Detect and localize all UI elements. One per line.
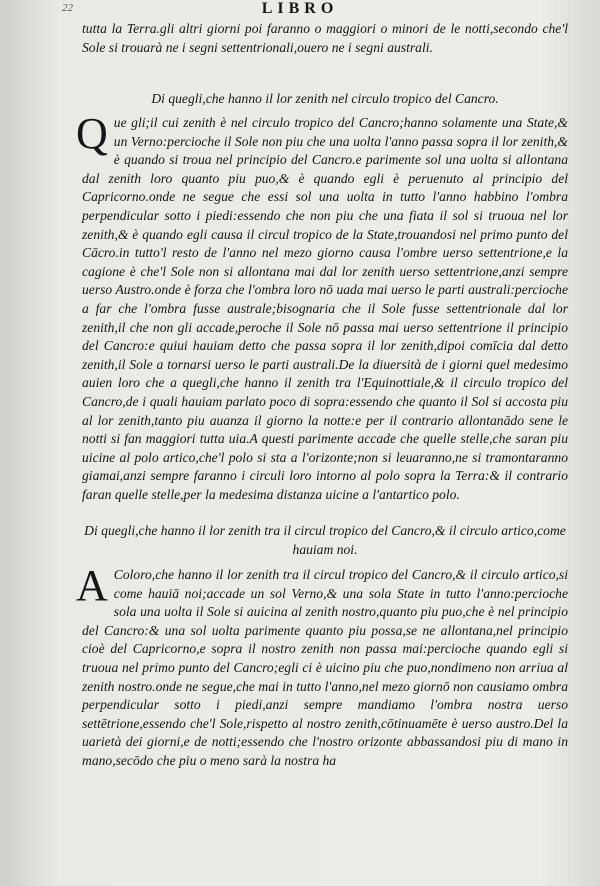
running-head: LIBRO xyxy=(261,0,339,17)
page-number: 22 xyxy=(62,2,73,14)
paragraph-text: Coloro,che hanno il lor zenith tra il circul tropico del Cancro,& il circulo artico,si come hauiā noi;accade un sol Verno,& una sola State in tutto l'anno:percioche sola una uolta il Sole si auicina al zenith nostro,quanto piu puo,che è nel principio del Cancro:& una sol uolta parimente quanto piu possa,se ne allontana,nel principio cioè del Capricorno,e sopra il nostro zenith non passa mai:percioche quando egli si truoua nel primo punto del Cancro;egli ci è uicino piu che puo,nondimeno non arriua al zenith nostro.onde ne segue,che mai in tutto l'anno,nel mezo giornō non causiamo ombra perpendicular sotto i piedi,anzi sempre mandiamo l'ombra nostra uerso settētrione,essendo che'l Sole,rispetto al nostro zenith,cōtinuamēte è uerso austro.Del la uarietà dei giorni,e de notti;essendo che l'nostro orizonte abbassandosi piu di mano in mano,secōdo che piu o meno sarà la nostra ha xyxy=(82,567,568,768)
section-paragraph xyxy=(76,561,568,771)
drop-cap: A xyxy=(76,561,108,610)
intro-paragraph: tutta la Terra.gli altri giorni poi faranno o maggiori o minori de le notti,secondo che'l Sole si trouarà ne i segni settentrionali,ouero ne i segni australi. xyxy=(82,21,568,55)
paragraph-text: ue gli;il cui zenith è nel circulo tropico del Cancro;hanno solamente una State,& un Verno:percioche il Sole non piu che una uolta l'anno passa sopra il lor zenith,& è quando si troua nel principio del Cancro.e parimente sol una uolta si allontana dal zenith loro quanto piu puo,& è quando egli è peruenuto al principio del Capricorno.onde ne segue che essi sol una uolta in tutto l'anno habbino l'ombra perpendicular sotto i piedi:essendo che non piu che una fiata il sol si truoua nel lor zenith,& è quando egli causa il circul tropico de la State,trouandosi nel primo punto del Cācro.in tutto'l resto de l'anno nel mezo giorno causa l'ombre uerso settentrione,e la cagione è che'l Sole non si allontana mai dal lor zenith uerso settentrione,anzi sempre uerso Austro.onde è forza che l'ombra loro nō uada mai uerso le parti australi:percioche a far che l'ombra fusse australe;bisognaria che il Sole fusse settentrionale dal lor zenith,il che non gli accade,peroche il Sole nō passa mai uerso settentrione il principio del Cancro:e quiui hauiam detto che passa sopra il lor zenith,dipoi comīcia dal detto zenith,il Sole a tornarsi uerso le parti australi.De la diuersità de i giorni quel medesimo auien loro che a quegli,che hanno il zenith tra l'Equinottiale,& il circulo tropico del Cancro,de i quali hauiam parlato poco di sopra:essendo che quanto il Sol si accosta piu al lor zenith,tanto piu auanza il giorno la notte:e per il contrario allontanādo sene le notti si fan maggiori tutta uia.A questi parimente accade che quelle stelle,che saran piu uicine al polo artico,che'l polo si sta a l'orizonte;non si leuaranno,ne si tramontaranno giamai,anzi sempre faranno i circuli loro intorno al polo sopra la Terra:& il contrario faran quelle stelle,per la medesima distanza uicine a l'antartico polo. xyxy=(82,115,568,502)
section-paragraph xyxy=(76,109,568,504)
drop-cap: Q xyxy=(76,109,108,158)
section-heading: Di quegli,che hanno il lor zenith tra il circul tropico del Cancro,& il circulo artico,come hauiam noi. xyxy=(84,523,566,557)
section-heading: Di quegli,che hanno il lor zenith nel circulo tropico del Cancro. xyxy=(151,91,499,106)
